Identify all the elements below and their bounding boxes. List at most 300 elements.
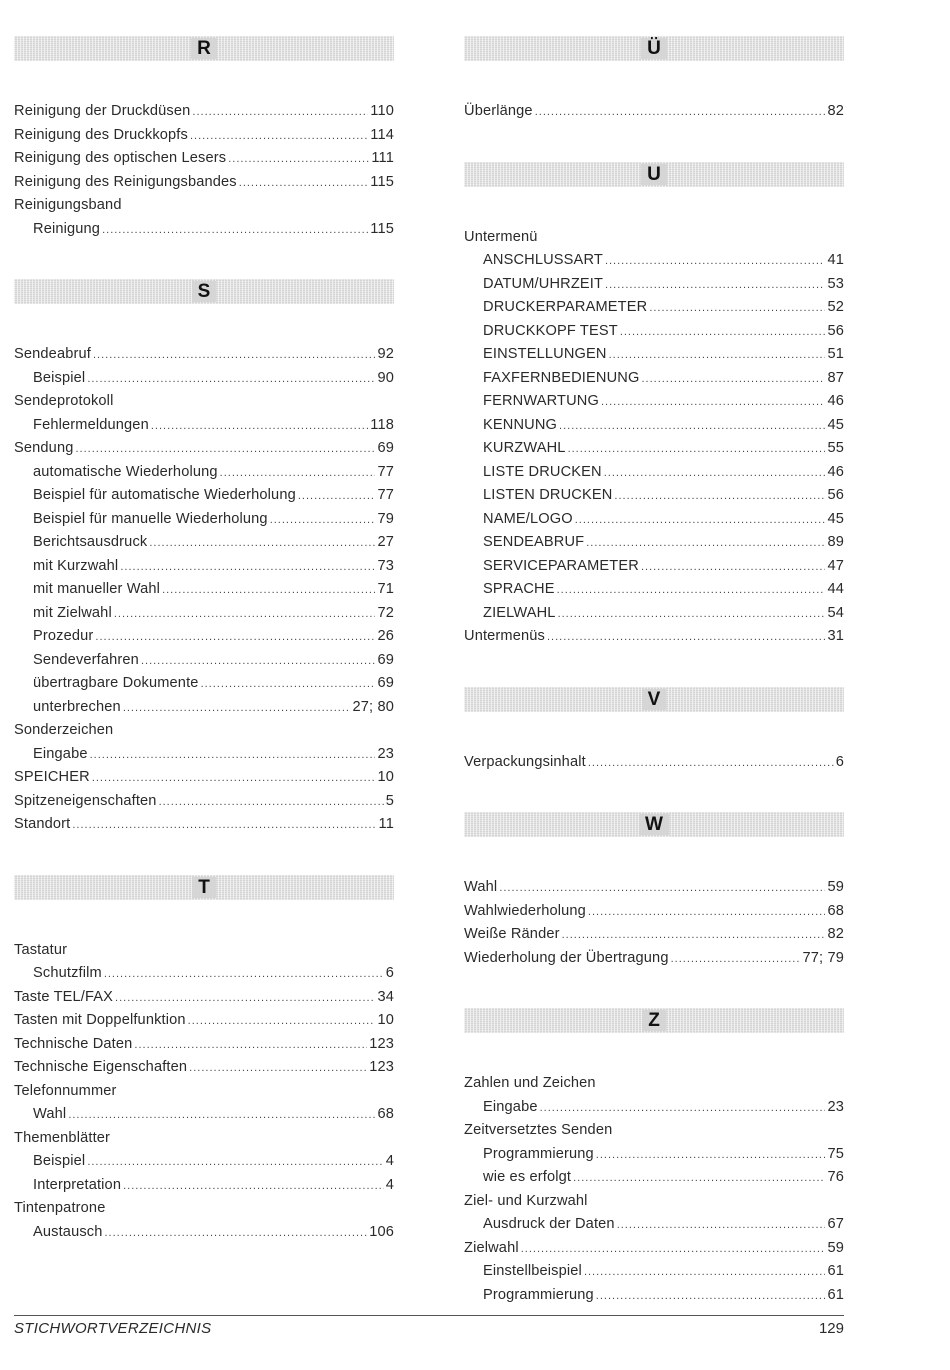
section-letter: U	[641, 164, 667, 185]
index-entry	[464, 100, 844, 124]
entry-page-ref: 46	[827, 463, 844, 480]
entry-term: Zahlen und Zeichen	[464, 1075, 596, 1091]
entry-page-ref: 79	[377, 510, 394, 527]
entry-term: Sendeverfahren	[33, 651, 139, 668]
index-entry	[14, 194, 394, 218]
entry-page-ref: 73	[377, 557, 394, 574]
dot-leader	[568, 438, 826, 462]
entry-page-ref: 44	[827, 581, 844, 597]
entry-page-ref: 45	[827, 510, 844, 527]
section-letter: R	[191, 38, 217, 59]
index-entry	[14, 1033, 394, 1057]
entry-term: Sonderzeichen	[14, 722, 114, 738]
entry-term: Sendeprotokoll	[14, 393, 114, 409]
index-subentry	[14, 531, 394, 555]
dot-leader	[93, 344, 375, 368]
index-entry	[14, 790, 394, 814]
index-subentry	[14, 218, 394, 242]
entry-term: DATUM/UHRZEIT	[483, 275, 604, 292]
entry-term: übertragbare Dokumente	[33, 675, 199, 691]
index-entry	[464, 900, 844, 924]
entry-page-ref: 69	[377, 440, 394, 456]
index-section	[14, 36, 394, 241]
index-subentry	[464, 531, 844, 555]
entry-term: Eingabe	[33, 745, 88, 762]
dot-leader	[521, 1238, 826, 1262]
entry-term: Beispiel	[33, 1153, 86, 1169]
index-entry	[14, 171, 394, 195]
entry-term: Reinigung des optischen Lesers	[14, 150, 227, 166]
index-section	[464, 1008, 844, 1307]
entry-page-ref: 69	[377, 675, 394, 691]
index-subentry	[464, 296, 844, 320]
index-subentry	[464, 343, 844, 367]
entry-term: Spitzeneigenschaften	[14, 792, 157, 809]
dot-leader	[557, 579, 826, 603]
entry-page-ref: 115	[370, 173, 394, 190]
index-subentry	[464, 484, 844, 508]
index-subentry	[14, 1221, 394, 1245]
index-subentry	[14, 1103, 394, 1127]
index-entry	[464, 226, 844, 250]
entry-page-ref: 114	[370, 126, 394, 143]
section-letter: T	[192, 877, 216, 898]
entry-page-ref: 82	[827, 103, 844, 119]
index-entry	[14, 1127, 394, 1151]
index-subentry	[464, 1284, 844, 1308]
dot-leader	[102, 219, 368, 243]
index-entry	[464, 923, 844, 947]
index-entry-list	[464, 876, 844, 970]
dot-leader	[220, 462, 376, 486]
dot-leader	[641, 556, 826, 580]
entry-page-ref: 5	[385, 792, 394, 809]
dot-leader	[620, 321, 826, 345]
index-subentry	[14, 414, 394, 438]
entry-term: Einstellbeispiel	[483, 1263, 582, 1279]
index-entry	[14, 1009, 394, 1033]
index-entry	[14, 719, 394, 743]
entry-page-ref: 56	[827, 322, 844, 339]
entry-term: Programmierung	[483, 1286, 594, 1303]
entry-term: Sendeabruf	[14, 346, 91, 362]
entry-term: SERVICEPARAMETER	[483, 557, 639, 574]
entry-page-ref: 68	[827, 902, 844, 919]
dot-leader	[558, 603, 826, 627]
entry-page-ref: 53	[827, 275, 844, 292]
entry-page-ref: 76	[827, 1169, 844, 1185]
dot-leader	[192, 101, 368, 125]
index-section	[464, 812, 844, 970]
index-entry-list	[14, 939, 394, 1245]
index-subentry	[464, 390, 844, 414]
index-entry	[464, 1119, 844, 1143]
index-entry	[464, 625, 844, 649]
index-entry-list	[14, 100, 394, 241]
dot-leader	[575, 509, 826, 533]
dot-leader	[573, 1167, 825, 1191]
entry-page-ref: 123	[369, 1035, 394, 1052]
section-letter: S	[192, 281, 217, 302]
dot-leader	[586, 532, 825, 556]
entry-term: Ausdruck der Daten	[483, 1216, 615, 1232]
index-entry	[14, 100, 394, 124]
dot-leader	[604, 462, 826, 486]
entry-page-ref: 41	[827, 252, 844, 268]
entry-page-ref: 71	[377, 581, 394, 597]
index-entry-list	[464, 1072, 844, 1307]
index-entry	[14, 1080, 394, 1104]
section-letter-header	[14, 36, 394, 61]
entry-page-ref: 69	[377, 651, 394, 668]
entry-term: Reinigungsband	[14, 197, 122, 213]
entry-term: SPEICHER	[14, 769, 90, 785]
index-entry	[14, 939, 394, 963]
section-letter: Ü	[641, 38, 667, 59]
dot-leader	[120, 556, 375, 580]
entry-page-ref: 55	[827, 440, 844, 456]
index-entry	[14, 1197, 394, 1221]
footer-page-number: 129	[818, 1320, 844, 1337]
entry-term: DRUCKERPARAMETER	[483, 299, 648, 315]
index-subentry	[14, 962, 394, 986]
entry-term: SPRACHE	[483, 581, 555, 597]
index-subentry	[14, 649, 394, 673]
entry-term: Zielwahl	[464, 1239, 519, 1256]
dot-leader	[190, 125, 368, 149]
entry-term: Interpretation	[33, 1176, 122, 1193]
dot-leader	[159, 791, 384, 815]
entry-page-ref: 11	[378, 816, 394, 832]
entry-page-ref: 77	[377, 487, 394, 503]
entry-term: Technische Eigenschaften	[14, 1059, 188, 1075]
entry-term: Beispiel für automatische Wiederholung	[33, 487, 296, 503]
dot-leader	[270, 509, 376, 533]
entry-term: Sendung	[14, 440, 74, 456]
entry-page-ref: 46	[827, 393, 844, 409]
entry-page-ref: 10	[377, 769, 394, 785]
entry-term: Reinigung des Reinigungsbandes	[14, 173, 237, 190]
index-subentry	[14, 625, 394, 649]
index-subentry	[14, 743, 394, 767]
dot-leader	[641, 368, 825, 392]
index-subentry	[464, 1096, 844, 1120]
entry-page-ref: 82	[827, 926, 844, 942]
entry-term: Zeitversetztes Senden	[464, 1122, 613, 1138]
entry-term: mit Kurzwahl	[33, 557, 119, 574]
dot-leader	[87, 1151, 383, 1175]
index-subentry	[14, 672, 394, 696]
index-entry	[464, 1190, 844, 1214]
index-entry	[14, 124, 394, 148]
index-subentry	[14, 1150, 394, 1174]
index-entry	[14, 390, 394, 414]
index-entry	[14, 147, 394, 171]
entry-term: EINSTELLUNGEN	[483, 346, 607, 362]
index-subentry	[14, 696, 394, 720]
index-entry	[14, 437, 394, 461]
dot-leader	[499, 877, 825, 901]
entry-page-ref: 68	[377, 1106, 394, 1122]
index-entry	[464, 1072, 844, 1096]
dot-leader	[162, 579, 375, 603]
index-subentry	[14, 1174, 394, 1198]
entry-page-ref: 23	[377, 745, 394, 762]
dot-leader	[189, 1057, 367, 1081]
index-subentry	[464, 1166, 844, 1190]
entry-term: wie es erfolgt	[483, 1169, 572, 1185]
dot-leader	[115, 987, 375, 1011]
index-subentry	[14, 578, 394, 602]
index-entry-list	[464, 226, 844, 649]
section-letter-header	[464, 1008, 844, 1033]
dot-leader	[540, 1097, 826, 1121]
index-section	[14, 875, 394, 1245]
section-letter: Z	[642, 1010, 666, 1031]
index-entry	[14, 986, 394, 1010]
entry-page-ref: 10	[377, 1012, 394, 1028]
section-letter-header	[14, 875, 394, 900]
section-letter-header	[14, 279, 394, 304]
entry-page-ref: 45	[827, 416, 844, 433]
dot-leader	[68, 1104, 375, 1128]
index-entry	[14, 1056, 394, 1080]
entry-term: Berichtsausdruck	[33, 534, 148, 550]
dot-leader	[75, 438, 375, 462]
entry-term: NAME/LOGO	[483, 510, 573, 527]
entry-term: ZIELWAHL	[483, 604, 556, 621]
footer-divider	[14, 1315, 844, 1316]
index-subentry	[14, 461, 394, 485]
entry-page-ref: 4	[385, 1153, 394, 1169]
section-letter-header	[464, 36, 844, 61]
dot-leader	[535, 101, 826, 125]
entry-term: Wahlwiederholung	[464, 902, 586, 919]
section-letter: W	[639, 814, 669, 835]
entry-page-ref: 115	[370, 220, 394, 237]
entry-term: mit Zielwahl	[33, 604, 112, 621]
entry-page-ref: 106	[369, 1223, 394, 1240]
dot-leader	[609, 344, 826, 368]
entry-term: FERNWARTUNG	[483, 393, 599, 409]
entry-page-ref: 118	[370, 416, 394, 433]
entry-term: KENNUNG	[483, 416, 558, 433]
entry-page-ref: 75	[827, 1145, 844, 1162]
entry-term: FAXFERNBEDIENUNG	[483, 369, 640, 386]
dot-leader	[584, 1261, 826, 1285]
index-entry	[464, 876, 844, 900]
dot-leader	[87, 368, 375, 392]
entry-term: Wahl	[33, 1106, 67, 1122]
dot-leader	[605, 250, 826, 274]
entry-page-ref: 89	[827, 534, 844, 550]
entry-page-ref: 4	[385, 1176, 394, 1193]
section-letter-header	[464, 687, 844, 712]
entry-page-ref: 61	[827, 1263, 844, 1279]
entry-term: Technische Daten	[14, 1035, 133, 1052]
entry-page-ref: 67	[827, 1216, 844, 1232]
entry-term: Verpackungsinhalt	[464, 753, 586, 770]
entry-term: SENDEABRUF	[483, 534, 585, 550]
dot-leader	[188, 1010, 376, 1034]
dot-leader	[95, 626, 375, 650]
dot-leader	[201, 673, 376, 697]
dot-leader	[614, 485, 825, 509]
entry-page-ref: 27	[377, 534, 394, 550]
index-subentry	[464, 249, 844, 273]
index-entry	[14, 813, 394, 837]
entry-term: Standort	[14, 816, 71, 832]
dot-leader	[123, 1175, 384, 1199]
index-entry-list	[464, 751, 844, 775]
dot-leader	[671, 948, 801, 972]
entry-page-ref: 72	[377, 604, 394, 621]
index-subentry	[14, 484, 394, 508]
entry-term: Eingabe	[483, 1098, 538, 1115]
dot-leader	[298, 485, 376, 509]
entry-page-ref: 23	[827, 1098, 844, 1115]
index-subentry	[464, 1213, 844, 1237]
index-subentry	[464, 367, 844, 391]
footer-title: STICHWORTVERZEICHNIS	[14, 1320, 212, 1337]
entry-term: Taste TEL/FAX	[14, 988, 114, 1005]
dot-leader	[649, 297, 825, 321]
index-subentry	[464, 437, 844, 461]
entry-page-ref: 59	[827, 879, 844, 895]
entry-term: Untermenü	[464, 228, 538, 245]
index-entry	[14, 343, 394, 367]
entry-term: Prozedur	[33, 628, 94, 644]
dot-leader	[588, 901, 826, 925]
entry-page-ref: 77	[377, 463, 394, 480]
entry-page-ref: 56	[827, 487, 844, 503]
entry-term: Reinigung des Druckkopfs	[14, 126, 188, 143]
entry-term: Schutzfilm	[33, 965, 102, 981]
entry-page-ref: 31	[827, 628, 844, 644]
dot-leader	[547, 626, 825, 650]
entry-term: Telefonnummer	[14, 1082, 117, 1099]
entry-page-ref: 52	[827, 299, 844, 315]
entry-term: Beispiel für manuelle Wiederholung	[33, 510, 268, 527]
dot-leader	[149, 532, 375, 556]
entry-term: Tastatur	[14, 941, 68, 958]
index-subentry	[464, 555, 844, 579]
entry-term: Programmierung	[483, 1145, 594, 1162]
entry-term: Wiederholung der Übertragung	[464, 949, 669, 966]
entry-term: Wahl	[464, 879, 498, 895]
index-entry-list	[464, 100, 844, 124]
index-subentry	[464, 461, 844, 485]
section-letter-header	[464, 162, 844, 187]
dot-leader	[123, 697, 351, 721]
dot-leader	[92, 767, 376, 791]
entry-page-ref: 59	[827, 1239, 844, 1256]
entry-term: unterbrechen	[33, 698, 121, 715]
dot-leader	[239, 172, 369, 196]
index-subentry	[464, 508, 844, 532]
index-entry	[464, 947, 844, 971]
entry-term: DRUCKKOPF TEST	[483, 322, 618, 339]
entry-term: automatische Wiederholung	[33, 463, 218, 480]
index-column-left	[14, 36, 394, 1282]
index-subentry	[464, 414, 844, 438]
index-column-right	[464, 36, 844, 1345]
index-subentry	[464, 320, 844, 344]
index-subentry	[464, 1143, 844, 1167]
entry-term: LISTEN DRUCKEN	[483, 487, 613, 503]
entry-term: Austausch	[33, 1223, 103, 1240]
entry-term: LISTE DRUCKEN	[483, 463, 602, 480]
entry-term: Untermenüs	[464, 628, 545, 644]
index-section	[464, 162, 844, 649]
dot-leader	[605, 274, 825, 298]
section-letter: V	[642, 689, 667, 710]
dot-leader	[105, 1222, 368, 1246]
entry-term: Fehlermeldungen	[33, 416, 149, 433]
index-subentry	[14, 367, 394, 391]
dot-leader	[617, 1214, 826, 1238]
dot-leader	[141, 650, 376, 674]
entry-page-ref: 111	[371, 150, 394, 166]
entry-page-ref: 77; 79	[802, 949, 844, 966]
dot-leader	[114, 603, 376, 627]
entry-page-ref: 110	[370, 103, 394, 119]
index-subentry	[14, 602, 394, 626]
dot-leader	[562, 924, 826, 948]
entry-page-ref: 61	[827, 1286, 844, 1303]
entry-page-ref: 54	[827, 604, 844, 621]
entry-term: Weiße Ränder	[464, 926, 560, 942]
section-letter-header	[464, 812, 844, 837]
dot-leader	[90, 744, 376, 768]
entry-term: ANSCHLUSSART	[483, 252, 603, 268]
index-section	[464, 687, 844, 775]
entry-term: KURZWAHL	[483, 440, 566, 456]
entry-page-ref: 6	[835, 753, 844, 770]
entry-term: Tasten mit Doppelfunktion	[14, 1012, 186, 1028]
dot-leader	[104, 963, 384, 987]
index-subentry	[464, 1260, 844, 1284]
entry-page-ref: 6	[385, 965, 394, 981]
entry-page-ref: 92	[377, 346, 394, 362]
dot-leader	[228, 148, 369, 172]
dot-leader	[72, 814, 376, 838]
entry-term: mit manueller Wahl	[33, 581, 161, 597]
entry-page-ref: 123	[369, 1059, 394, 1075]
index-entry-list	[14, 343, 394, 837]
entry-term: Überlänge	[464, 103, 533, 119]
index-subentry	[464, 578, 844, 602]
index-subentry	[14, 508, 394, 532]
dot-leader	[134, 1034, 367, 1058]
entry-page-ref: 90	[377, 369, 394, 386]
entry-term: Ziel- und Kurzwahl	[464, 1192, 588, 1209]
entry-term: Reinigung der Druckdüsen	[14, 103, 191, 119]
dot-leader	[596, 1144, 826, 1168]
entry-term: Beispiel	[33, 369, 86, 386]
dot-leader	[601, 391, 825, 415]
index-subentry	[464, 273, 844, 297]
dot-leader	[596, 1285, 826, 1309]
index-subentry	[464, 602, 844, 626]
entry-term: Tintenpatrone	[14, 1200, 106, 1216]
index-section	[14, 279, 394, 837]
index-entry	[464, 751, 844, 775]
index-entry	[464, 1237, 844, 1261]
entry-page-ref: 34	[377, 988, 394, 1005]
entry-term: Reinigung	[33, 220, 101, 237]
index-subentry	[14, 555, 394, 579]
